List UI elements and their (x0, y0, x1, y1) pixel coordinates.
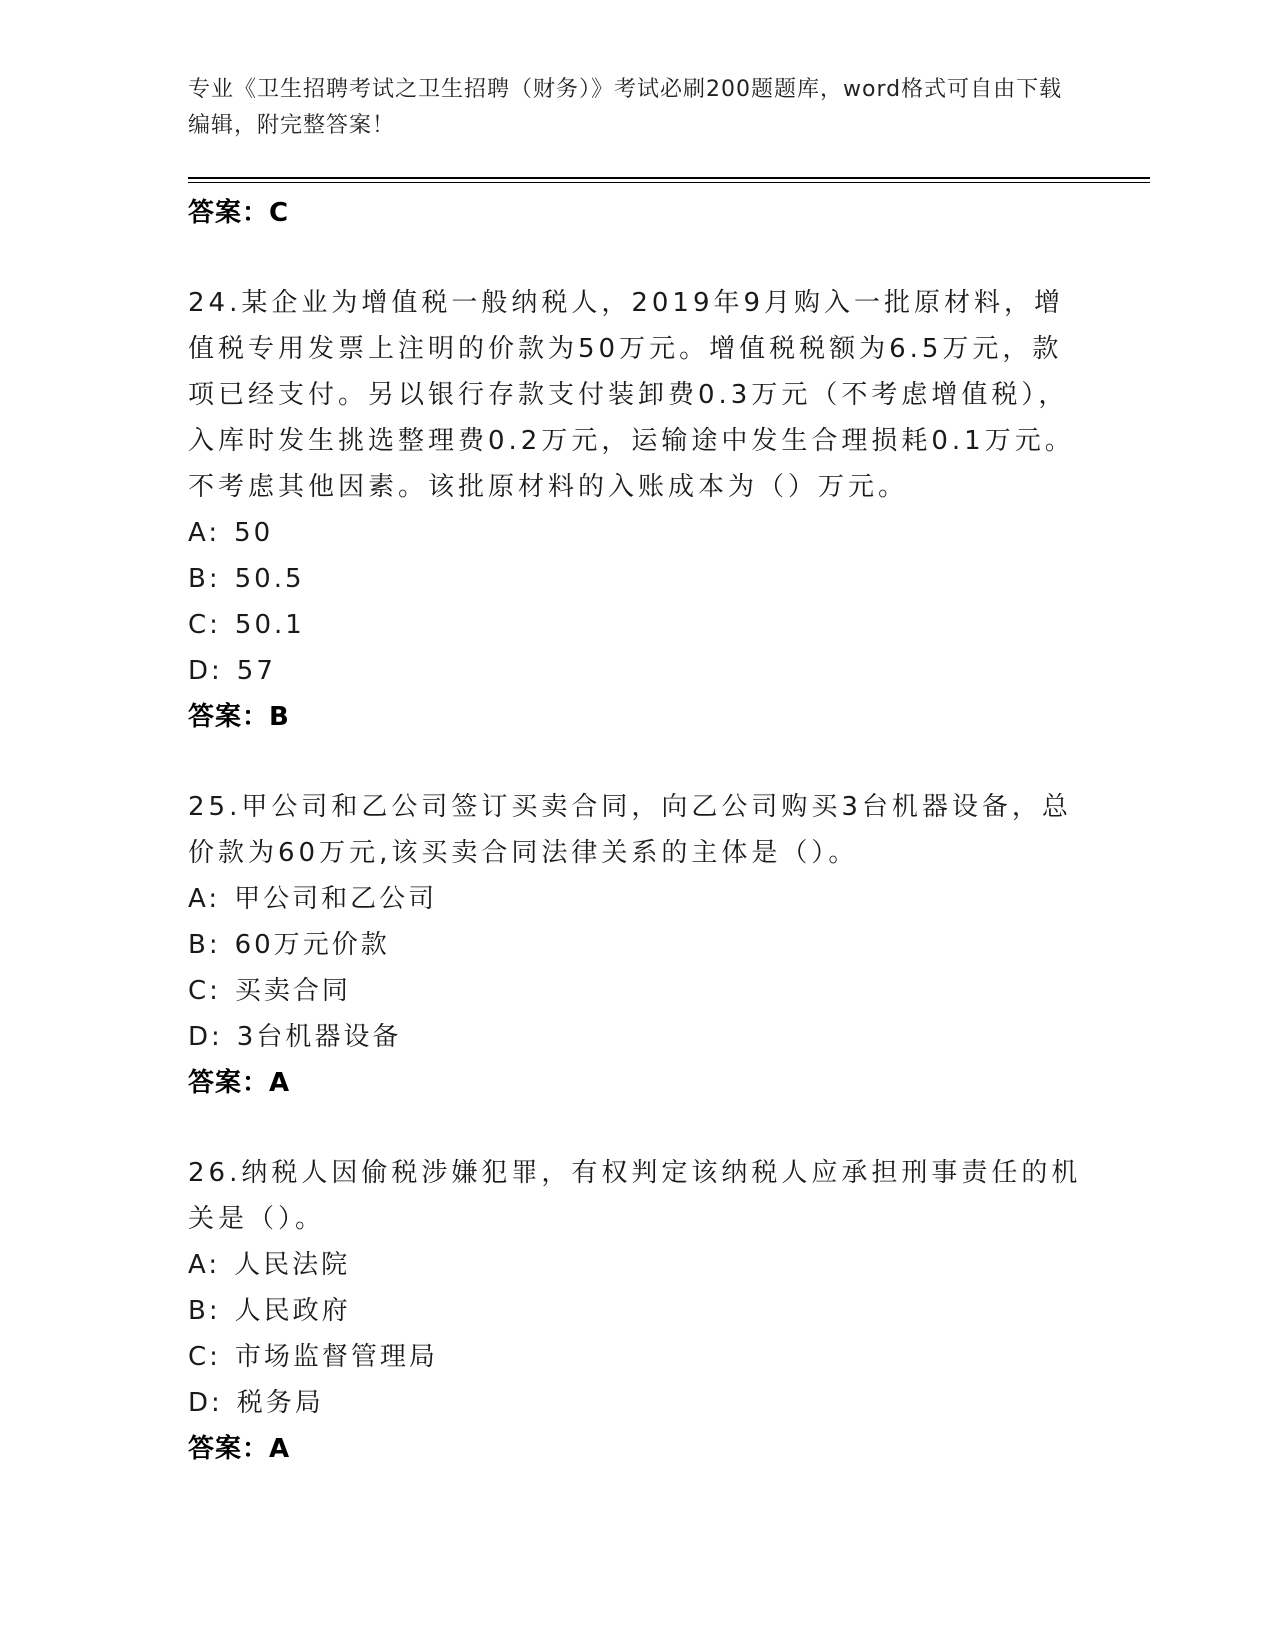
option-d (188, 1380, 1088, 1426)
option-letter: B: (188, 564, 221, 594)
question-answer: 答案：B (188, 702, 290, 732)
option-d (188, 648, 1088, 694)
question-26 (188, 1150, 1088, 1472)
option-letter: C: (188, 610, 221, 640)
option-text: 60万元价款 (234, 930, 390, 960)
option-d (188, 1014, 1088, 1060)
option-text: 3台机器设备 (236, 1022, 402, 1052)
option-text: 人民法院 (234, 1250, 351, 1280)
option-letter: A: (188, 884, 221, 914)
option-letter: A: (188, 1250, 221, 1280)
option-c (188, 968, 1088, 1014)
option-text: 57 (236, 656, 276, 686)
option-text: 人民政府 (234, 1296, 351, 1326)
option-text: 50 (234, 518, 274, 548)
option-a (188, 510, 1088, 556)
option-list (188, 876, 1088, 1060)
option-letter: B: (188, 1296, 221, 1326)
option-list (188, 510, 1088, 694)
question-answer: 答案：A (188, 1434, 291, 1464)
option-letter: D: (188, 656, 223, 686)
header-divider (188, 177, 1150, 179)
option-b (188, 922, 1088, 968)
option-a (188, 1242, 1088, 1288)
question-stem: 24.某企业为增值税一般纳税人，2019年9月购入一批原材料，增值税专用发票上注明的价款为50万元。增值税税额为6.5万元，款项已经支付。另以银行存款支付装卸费0.3万元（不考虑增值税），入库时发生挑选整理费0.2万元，运输途中发生合理损耗0.1万元。不考虑其他因素。该批原材料的入账成本为（）万元。 (188, 288, 1075, 502)
question-stem: 26.纳税人因偷税涉嫌犯罪，有权判定该纳税人应承担刑事责任的机关是（）。 (188, 1158, 1082, 1234)
question-answer: 答案：A (188, 1068, 291, 1098)
option-text: 甲公司和乙公司 (234, 884, 438, 914)
header-divider-thin (188, 182, 1150, 183)
option-list (188, 1242, 1088, 1426)
option-letter: C: (188, 976, 221, 1006)
option-text: 市场监督管理局 (234, 1342, 438, 1372)
option-letter: D: (188, 1022, 223, 1052)
option-letter: A: (188, 518, 221, 548)
option-c (188, 1334, 1088, 1380)
question-24 (188, 280, 1088, 740)
question-25 (188, 784, 1088, 1106)
option-letter: C: (188, 1342, 221, 1372)
document-header: 专业《卫生招聘考试之卫生招聘（财务）》考试必刷200题题库，word格式可自由下载编辑，附完整答案！ (188, 77, 1063, 138)
option-b (188, 1288, 1088, 1334)
option-letter: D: (188, 1388, 223, 1418)
question-list (188, 190, 1088, 1472)
previous-answer: 答案：C (188, 198, 290, 228)
option-b (188, 556, 1088, 602)
option-c (188, 602, 1088, 648)
question-stem: 25.甲公司和乙公司签订买卖合同，向乙公司购买3台机器设备，总价款为60万元,该买卖合同法律关系的主体是（）。 (188, 792, 1072, 868)
option-text: 50.1 (234, 610, 305, 640)
option-letter: B: (188, 930, 221, 960)
option-text: 50.5 (234, 564, 305, 594)
option-text: 买卖合同 (234, 976, 351, 1006)
option-a (188, 876, 1088, 922)
option-text: 税务局 (236, 1388, 324, 1418)
